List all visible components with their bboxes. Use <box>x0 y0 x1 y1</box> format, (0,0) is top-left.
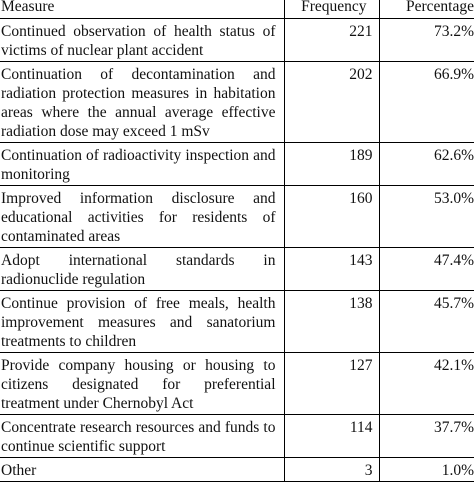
percentage-cell: 47.4% <box>379 248 474 291</box>
table-row <box>0 186 474 248</box>
measure-cell: Concentrate research resources and funds to continue scientific support <box>0 415 284 458</box>
measure-cell: Continuation of decontamination and radiation protection measures in habitation areas where the annual average effective radiation dose may exceed 1 mSv <box>0 62 284 143</box>
table-row <box>0 248 474 291</box>
header-frequency: Frequency <box>284 0 379 19</box>
table-row <box>0 415 474 458</box>
frequency-cell: 202 <box>284 62 379 143</box>
percentage-cell: 73.2% <box>379 19 474 62</box>
frequency-cell: 114 <box>284 415 379 458</box>
table-row <box>0 458 474 482</box>
frequency-cell: 160 <box>284 186 379 248</box>
table-row <box>0 62 474 143</box>
measure-cell: Improved information disclosure and educational activities for residents of contaminated areas <box>0 186 284 248</box>
table-row <box>0 19 474 62</box>
measure-cell: Continued observation of health status of victims of nuclear plant accident <box>0 19 284 62</box>
percentage-cell: 53.0% <box>379 186 474 248</box>
percentage-cell: 1.0% <box>379 458 474 482</box>
frequency-cell: 189 <box>284 143 379 186</box>
frequency-cell: 138 <box>284 291 379 353</box>
header-percentage: Percentage <box>379 0 474 19</box>
measure-cell: Adopt international standards in radionuclide regulation <box>0 248 284 291</box>
frequency-cell: 143 <box>284 248 379 291</box>
table-header-row <box>0 0 474 19</box>
frequency-cell: 221 <box>284 19 379 62</box>
frequency-cell: 3 <box>284 458 379 482</box>
percentage-cell: 45.7% <box>379 291 474 353</box>
measure-cell: Continue provision of free meals, health improvement measures and sanatorium treatments to children <box>0 291 284 353</box>
measure-cell: Continuation of radioactivity inspection and monitoring <box>0 143 284 186</box>
percentage-cell: 62.6% <box>379 143 474 186</box>
table-row <box>0 143 474 186</box>
percentage-cell: 37.7% <box>379 415 474 458</box>
percentage-cell: 66.9% <box>379 62 474 143</box>
percentage-cell: 42.1% <box>379 353 474 415</box>
measure-cell: Provide company housing or housing to citizens designated for preferential treatment under Chernobyl Act <box>0 353 284 415</box>
header-measure: Measure <box>0 0 284 19</box>
table-row <box>0 291 474 353</box>
measure-cell: Other <box>0 458 284 482</box>
frequency-cell: 127 <box>284 353 379 415</box>
table-row <box>0 353 474 415</box>
